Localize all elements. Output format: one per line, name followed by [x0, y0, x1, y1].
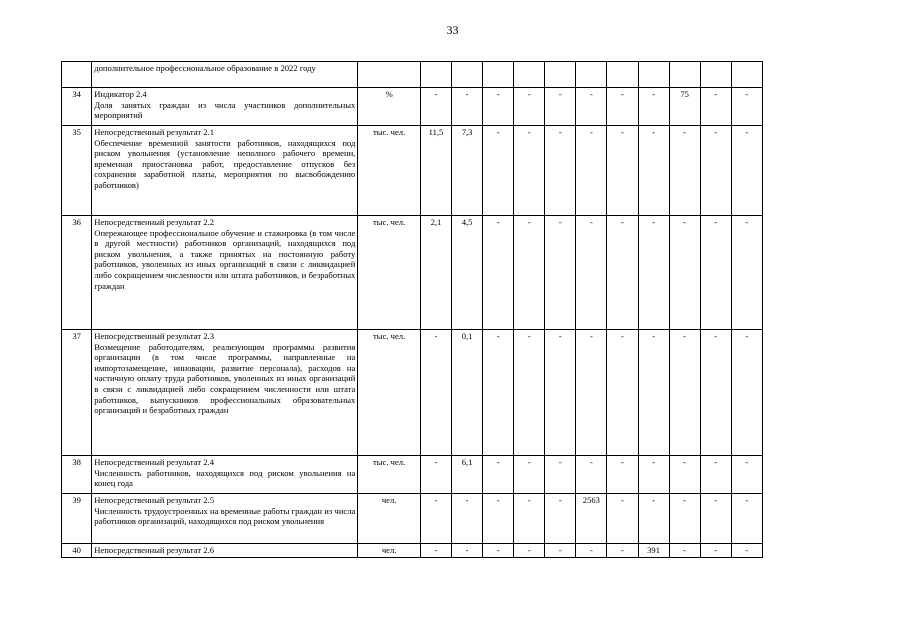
value-cell: 391	[638, 544, 669, 558]
value-cell	[514, 62, 545, 88]
value-cell: -	[700, 88, 731, 126]
row-text: Численность трудоустроенных на временные работы граждан из числа работников организаций, находящихся под риском увольнения	[94, 505, 356, 527]
value-cell: -	[452, 88, 483, 126]
value-cell: -	[700, 216, 731, 330]
value-cell: -	[420, 456, 451, 494]
value-cell: -	[452, 494, 483, 544]
value-cell	[483, 62, 514, 88]
row-number: 34	[62, 88, 92, 126]
value-cell: 7,3	[452, 126, 483, 216]
row-number: 37	[62, 330, 92, 456]
value-cell: -	[576, 544, 607, 558]
row-description	[92, 330, 358, 456]
value-cell: -	[483, 494, 514, 544]
value-cell: -	[545, 456, 576, 494]
row-unit: чел.	[358, 494, 421, 544]
value-cell	[420, 62, 451, 88]
row-unit: тыс. чел.	[358, 216, 421, 330]
row-number: 40	[62, 544, 92, 558]
value-cell: -	[669, 216, 700, 330]
value-cell	[669, 62, 700, 88]
row-unit	[358, 62, 421, 88]
value-cell	[545, 62, 576, 88]
table-row	[62, 544, 763, 558]
value-cell: -	[731, 126, 762, 216]
value-cell: -	[576, 126, 607, 216]
value-cell: -	[700, 330, 731, 456]
value-cell: 0,1	[452, 330, 483, 456]
value-cell: -	[452, 544, 483, 558]
value-cell: -	[731, 544, 762, 558]
row-description	[92, 216, 358, 330]
value-cell: -	[731, 216, 762, 330]
value-cell: -	[483, 126, 514, 216]
row-number: 38	[62, 456, 92, 494]
value-cell: -	[700, 126, 731, 216]
row-unit: чел.	[358, 544, 421, 558]
value-cell: -	[638, 330, 669, 456]
value-cell: -	[607, 456, 638, 494]
row-unit: тыс. чел.	[358, 330, 421, 456]
value-cell: -	[607, 216, 638, 330]
value-cell: -	[607, 544, 638, 558]
value-cell: 4,5	[452, 216, 483, 330]
table-row	[62, 62, 763, 88]
value-cell: -	[731, 494, 762, 544]
value-cell: -	[700, 544, 731, 558]
row-unit: тыс. чел.	[358, 456, 421, 494]
value-cell: -	[607, 88, 638, 126]
value-cell: -	[420, 330, 451, 456]
table-row	[62, 330, 763, 456]
value-cell: -	[700, 494, 731, 544]
value-cell: -	[420, 88, 451, 126]
value-cell: -	[545, 216, 576, 330]
value-cell: 11,5	[420, 126, 451, 216]
table-row	[62, 126, 763, 216]
row-title: Непосредственный результат 2.2	[94, 217, 215, 227]
value-cell: -	[638, 494, 669, 544]
value-cell: -	[669, 330, 700, 456]
value-cell: -	[607, 494, 638, 544]
value-cell	[576, 62, 607, 88]
value-cell: -	[514, 88, 545, 126]
row-text: Численность работников, находящихся под риском увольнения на конец года	[94, 467, 356, 489]
value-cell: -	[669, 494, 700, 544]
value-cell: -	[483, 216, 514, 330]
value-cell: -	[545, 494, 576, 544]
row-text: Доля занятых граждан из числа участников дополнительных мероприятий	[94, 99, 356, 121]
row-number: 36	[62, 216, 92, 330]
value-cell: -	[731, 88, 762, 126]
row-title: Непосредственный результат 2.4	[94, 457, 215, 467]
row-text: дополнительное профессиональное образование в 2022 году	[94, 63, 316, 73]
row-description	[92, 62, 358, 88]
row-title: Непосредственный результат 2.3	[94, 331, 215, 341]
row-title: Непосредственный результат 2.5	[94, 495, 215, 505]
value-cell	[452, 62, 483, 88]
table-row	[62, 494, 763, 544]
value-cell: -	[700, 456, 731, 494]
value-cell: -	[669, 544, 700, 558]
row-title: Непосредственный результат 2.1	[94, 127, 215, 137]
value-cell: -	[576, 88, 607, 126]
value-cell: -	[607, 330, 638, 456]
row-number: 35	[62, 126, 92, 216]
value-cell: -	[638, 456, 669, 494]
value-cell: -	[514, 544, 545, 558]
value-cell: -	[638, 88, 669, 126]
value-cell: 2563	[576, 494, 607, 544]
value-cell: 2,1	[420, 216, 451, 330]
value-cell: -	[545, 88, 576, 126]
value-cell: -	[483, 456, 514, 494]
table-row	[62, 456, 763, 494]
value-cell: -	[545, 126, 576, 216]
row-description	[92, 494, 358, 544]
value-cell: -	[638, 216, 669, 330]
value-cell: 6,1	[452, 456, 483, 494]
row-unit: тыс. чел.	[358, 126, 421, 216]
value-cell: 75	[669, 88, 700, 126]
row-unit: %	[358, 88, 421, 126]
value-cell: -	[731, 330, 762, 456]
value-cell: -	[514, 216, 545, 330]
value-cell: -	[514, 330, 545, 456]
table-row	[62, 88, 763, 126]
value-cell: -	[545, 330, 576, 456]
page-number: 33	[446, 23, 459, 37]
value-cell: -	[576, 330, 607, 456]
indicators-table	[61, 61, 763, 558]
value-cell: -	[514, 494, 545, 544]
row-text: Обеспечение временной занятости работников, находящихся под риском увольнения (установление неполного рабочего времени, временная приостановка работ, предоставление отпусков без сохранения заработной платы, мероприятия по высвобождению работников)	[94, 137, 356, 190]
row-description	[92, 88, 358, 126]
row-title: Индикатор 2.4	[94, 89, 147, 99]
row-description	[92, 456, 358, 494]
value-cell: -	[731, 456, 762, 494]
row-number	[62, 62, 92, 88]
table-row	[62, 216, 763, 330]
value-cell	[700, 62, 731, 88]
row-text: Возмещение работодателям, реализующим программы развития организации (в том числе программы, направленные на импортозамещение, инновации, развитие персонала), расходов на частичную оплату труда работников, уволенных из иных организаций в связи с ликвидацией либо сокращением численности или штата работников, выпускников профессиональных образовательных организаций и безработных граждан	[94, 341, 356, 416]
row-description	[92, 126, 358, 216]
value-cell: -	[420, 544, 451, 558]
value-cell: -	[607, 126, 638, 216]
value-cell: -	[669, 126, 700, 216]
value-cell: -	[483, 544, 514, 558]
row-description	[92, 544, 358, 558]
value-cell: -	[576, 456, 607, 494]
value-cell: -	[483, 330, 514, 456]
value-cell: -	[514, 126, 545, 216]
value-cell: -	[576, 216, 607, 330]
value-cell: -	[514, 456, 545, 494]
row-title: Непосредственный результат 2.6	[94, 545, 215, 555]
row-number: 39	[62, 494, 92, 544]
row-text: Опережающее профессиональное обучение и стажировка (в том числе в другой местности) работников организаций, находящихся под риском увольнения, а также принятых на постоянную работу работников, уволенных из иных организаций в связи с ликвидацией либо сокращением численности или штата работников, и безработных граждан	[94, 227, 356, 291]
value-cell	[638, 62, 669, 88]
value-cell: -	[420, 494, 451, 544]
value-cell: -	[483, 88, 514, 126]
value-cell	[607, 62, 638, 88]
value-cell	[731, 62, 762, 88]
value-cell: -	[545, 544, 576, 558]
value-cell: -	[669, 456, 700, 494]
value-cell: -	[638, 126, 669, 216]
